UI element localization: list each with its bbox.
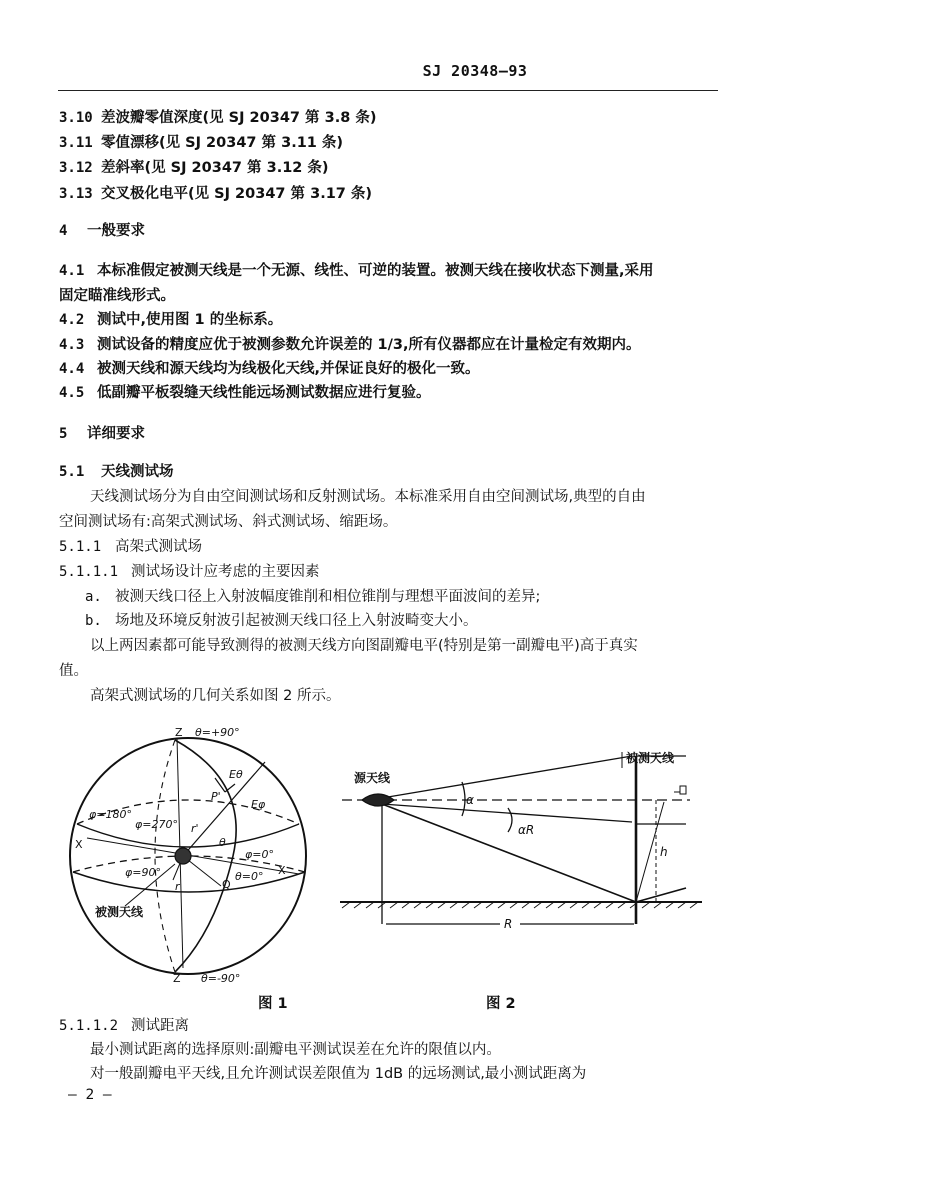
item-label: b. xyxy=(85,613,102,629)
clause-4-5 xyxy=(59,383,431,403)
page-number: — 2 — xyxy=(68,1087,112,1103)
label-antenna-under-test: 被测天线 xyxy=(95,905,144,919)
section-number: 4 xyxy=(59,223,68,239)
clause-text: 交叉极化电平(见 SJ 20347 第 3.17 条) xyxy=(101,186,373,202)
clause-text: 测试场设计应考虑的主要因素 xyxy=(131,564,320,580)
paragraph-text: 以上两因素都可能导致测得的被测天线方向图副瓣电平(特别是第一副瓣电平)高于真实 xyxy=(90,638,638,654)
header-rule xyxy=(58,90,718,91)
paragraph-factors-cont xyxy=(59,661,88,681)
clause-number: 4.1 xyxy=(59,263,85,279)
clause-text: 天线测试场 xyxy=(101,464,174,480)
clause-number: 4.4 xyxy=(59,361,85,377)
label-e-phi: Eφ xyxy=(251,798,266,811)
label-phi-270: φ=270° xyxy=(135,818,178,831)
label-x-left: X xyxy=(75,838,83,851)
item-a xyxy=(85,587,540,607)
figure-1-caption: 图 1 xyxy=(258,996,288,1012)
paragraph-min-distance-2 xyxy=(90,1064,586,1084)
label-alpha: α xyxy=(466,793,474,807)
clause-3-12 xyxy=(59,158,329,178)
clause-text: 固定瞄准线形式。 xyxy=(59,288,175,304)
clause-5-1-1-1 xyxy=(59,562,320,582)
clause-5-1-1 xyxy=(59,537,202,557)
section-number: 5 xyxy=(59,426,68,442)
clause-text: 差斜率(见 SJ 20347 第 3.12 条) xyxy=(101,160,329,176)
clause-number: 3.10 xyxy=(59,110,93,126)
clause-text: 测试距离 xyxy=(131,1018,189,1034)
label-z-bottom: Z xyxy=(173,972,181,984)
clause-4-3 xyxy=(59,335,641,355)
clause-text: 差波瓣零值深度(见 SJ 20347 第 3.8 条) xyxy=(101,110,377,126)
clause-4-4 xyxy=(59,359,480,379)
paragraph-text: 高架式测试场的几何关系如图 2 所示。 xyxy=(90,688,341,704)
section-title: 详细要求 xyxy=(87,426,145,442)
upper-latitude-front xyxy=(77,824,299,847)
clause-number: 3.13 xyxy=(59,186,93,202)
figure-2-elevated-range xyxy=(340,742,712,940)
label-aut: 被测天线 xyxy=(626,751,675,765)
label-theta: θ xyxy=(219,836,226,849)
antenna-under-test-icon xyxy=(175,848,191,864)
figure-1-coordinate-sphere xyxy=(65,722,315,984)
paragraph-text: 值。 xyxy=(59,663,88,679)
clause-number: 5.1.1.1 xyxy=(59,564,119,580)
figure-2-caption: 图 2 xyxy=(486,996,516,1012)
clause-number: 5.1 xyxy=(59,464,85,480)
label-q: Q xyxy=(222,878,231,891)
label-r: r xyxy=(175,880,180,893)
alpha-arc xyxy=(462,782,465,816)
clause-5-1-1-2 xyxy=(59,1016,189,1036)
clause-number: 3.12 xyxy=(59,160,93,176)
label-e-theta: Eθ xyxy=(229,768,243,781)
reflected-ray-down xyxy=(382,804,636,902)
section-5-heading xyxy=(59,424,145,444)
clause-3-11 xyxy=(59,133,343,153)
clause-text: 零值漂移(见 SJ 20347 第 3.11 条) xyxy=(101,135,344,151)
label-phi-180: φ=180° xyxy=(89,808,132,821)
clause-number: 3.11 xyxy=(59,135,93,151)
clause-4-2 xyxy=(59,310,282,330)
clause-3-10 xyxy=(59,108,376,128)
label-z-top: Z xyxy=(175,726,183,739)
paragraph-text: 天线测试场分为自由空间测试场和反射测试场。本标准采用自由空间测试场,典型的自由 xyxy=(90,489,646,505)
label-phi-90: φ=90° xyxy=(125,866,161,879)
paragraph-text: 对一般副瓣电平天线,且允许测试误差限值为 1dB 的远场测试,最小测试距离为 xyxy=(90,1066,587,1082)
label-phi-0: φ=0° xyxy=(245,848,274,861)
equator-front xyxy=(73,872,305,892)
label-alpha-r: αR xyxy=(518,823,535,837)
clause-text: 测试设备的精度应优于被测参数允许误差的 1/3,所有仪器都应在计量检定有效期内。 xyxy=(97,337,641,353)
paragraph-factors xyxy=(90,636,638,656)
paragraph-text: 最小测试距离的选择原则:副瓣电平测试误差在允许的限值以内。 xyxy=(90,1042,501,1058)
clause-text: 被测天线和源天线均为线极化天线,并保证良好的极化一致。 xyxy=(97,361,480,377)
label-theta-top: θ=+90° xyxy=(195,726,240,739)
label-x-right: X xyxy=(278,864,286,877)
paragraph-5-1 xyxy=(90,487,646,507)
label-theta-bottom: θ=-90° xyxy=(201,972,241,984)
paragraph-text: 空间测试场有:高架式测试场、斜式测试场、缩距场。 xyxy=(59,514,398,530)
item-label: a. xyxy=(85,589,102,605)
label-r-prime: r' xyxy=(191,822,199,835)
clause-text: 测试中,使用图 1 的坐标系。 xyxy=(97,312,283,328)
clause-5-1 xyxy=(59,462,174,482)
section-4-heading xyxy=(59,221,145,241)
clause-number: 4.2 xyxy=(59,312,85,328)
label-R: R xyxy=(504,917,513,931)
label-h: h xyxy=(660,845,668,859)
clause-number: 5.1.1 xyxy=(59,539,102,555)
page-header: SJ 20348—93 xyxy=(422,62,528,80)
clause-4-1-cont xyxy=(59,286,175,306)
item-b xyxy=(85,611,478,631)
paragraph-5-1-cont xyxy=(59,512,397,532)
clause-number: 4.3 xyxy=(59,337,85,353)
clause-text: 高架式测试场 xyxy=(115,539,202,555)
label-theta-0: θ=0° xyxy=(235,870,264,883)
clause-3-13 xyxy=(59,184,372,204)
paragraph-min-distance xyxy=(90,1040,501,1060)
upper-ray xyxy=(382,756,632,798)
section-title: 一般要求 xyxy=(87,223,145,239)
clause-number: 5.1.1.2 xyxy=(59,1018,119,1034)
receiver-icon xyxy=(674,786,686,794)
clause-text: 低副瓣平板裂缝天线性能远场测试数据应进行复验。 xyxy=(97,385,431,401)
label-source-antenna: 源天线 xyxy=(354,771,391,785)
item-text: 被测天线口径上入射波幅度锥削和相位锥削与理想平面波间的差异; xyxy=(115,589,541,605)
paragraph-figure-ref xyxy=(90,686,340,706)
clause-text: 本标准假定被测天线是一个无源、线性、可逆的装置。被测天线在接收状态下测量,采用 xyxy=(97,263,654,279)
label-p: P' xyxy=(211,790,221,803)
item-text: 场地及环境反射波引起被测天线口径上入射波畸变大小。 xyxy=(115,613,478,629)
reflected-ray-up xyxy=(636,888,686,902)
clause-4-1 xyxy=(59,261,654,281)
clause-number: 4.5 xyxy=(59,385,85,401)
alpha-r-arc xyxy=(508,808,512,832)
